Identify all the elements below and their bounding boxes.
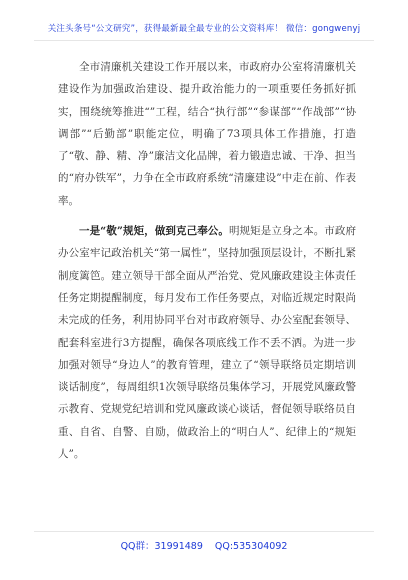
header-promo-text: 关注头条号“公文研究”，获得最新最全最专业的公文资料库！ 微信：gongwenyj bbox=[47, 24, 361, 34]
paragraph-intro: 全市清廉机关建设工作开展以来，市政府办公室将清廉机关建设作为加强政治建设、提升政治能力的一项重要任务抓好抓实，围绕统筹推进“”工程，结合“执行部”“参谋部”“作战部”“协调部”“后勤部”职能定位，明确了73项具体工作措施，打造了“敬、静、精、净”廉洁文化品牌，着力锻造忠诚、干净、担当的“府办铁军”，力争在全市政府系统“清廉建设”中走在前、作表率。 bbox=[58, 61, 356, 207]
qq-text: QQ:535304092 bbox=[214, 541, 288, 552]
paragraph-section-one bbox=[58, 220, 356, 465]
document-body bbox=[58, 56, 356, 465]
qq-group-text: QQ群：31991489 bbox=[120, 541, 203, 552]
footer-divider bbox=[34, 531, 374, 532]
section-heading: 一是“敬”规矩，做到克己奉公。 bbox=[79, 225, 229, 238]
footer-contact bbox=[0, 538, 408, 552]
section-body: 明规矩是立身之本。市政府办公室牢记政治机关“第一属性”，坚持加强顶层设计，不断扎紧制度篱笆。建立领导干部全面从严治党、党风廉政建设主体责任任务定期提醒制度，每月发布工作任务要点，对临近规定时限尚未完成的任务，利用协同平台对市政府领导、办公室配套领导、配套科室进行3方提醒，确保各项底线工作不丢不洒。为进一步加强对领导“身边人”的教育管理，建立了“领导联络员定期培训谈话制度”，每周组织1次领导联络员集体学习，开展党风廉政警示教育、党规党纪培训和党风廉政谈心谈话，督促领导联络员自重、自省、自警、自励，做政治上的“明白人”、纪律上的“规矩人”。 bbox=[58, 225, 356, 461]
header-divider bbox=[34, 40, 374, 41]
